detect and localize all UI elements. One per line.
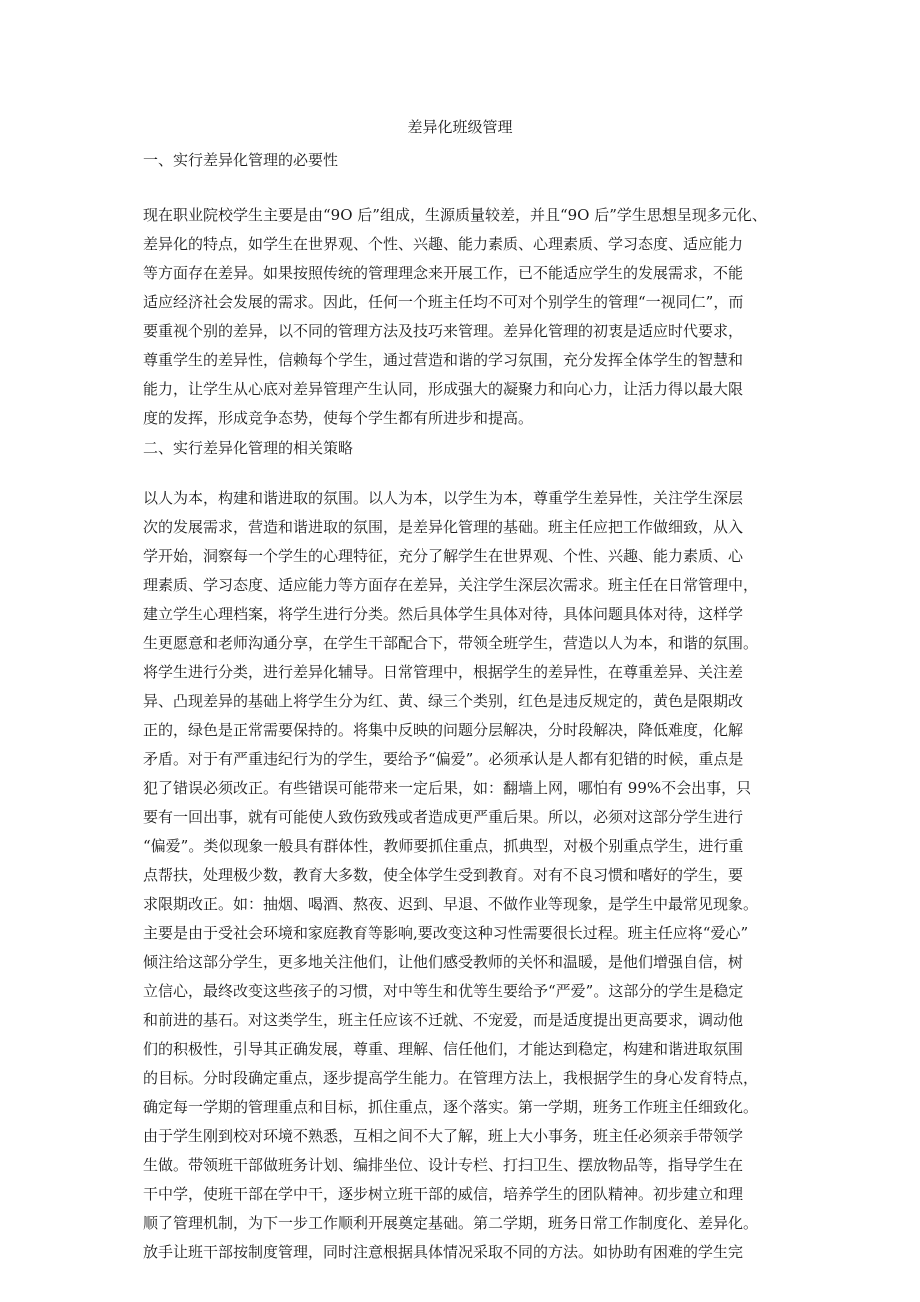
text-line: 和前进的基石。对这类学生，班主任应该不迁就、不宠爱，而是适度提出更高要求，调动他 [143,1011,744,1029]
text-line: 们的积极性，引导其正确发展，尊重、理解、信任他们，才能达到稳定，构建和谐进取氛围 [143,1040,744,1058]
text-line: 的目标。分时段确定重点，逐步提高学生能力。在管理方法上，我根据学生的身心发育特点， [143,1069,759,1087]
text-line: 能力，让学生从心底对差异管理产生认同，形成强大的凝聚力和向心力，让活力得以最大限 [143,380,744,398]
text-line: 次的发展需求，营造和谐进取的氛围，是差异化管理的基础。班主任应把工作做细致，从入 [143,518,744,536]
text-line: 点帮扶，处理极少数，教育大多数，使全体学生受到教育。对有不良习惯和嗜好的学生，要 [143,866,744,884]
document-title: 差异化班级管理 [407,118,513,136]
text-line: 等方面存在差异。如果按照传统的管理理念来开展工作，已不能适应学生的发展需求，不能 [143,264,744,282]
text-line: 犯了错误必须改正。有些错误可能带来一定后果，如：翻墙上网，哪怕有 99%不会出事，只 [143,779,752,797]
text-line: 生做。带领班干部做班务计划、编排坐位、设计专栏、打扫卫生、摆放物品等，指导学生在 [143,1156,744,1174]
paragraph-necessity [143,201,783,433]
text-line: 主要是由于受社会环境和家庭教育等影响,要改变这种习性需要很长过程。班主任应将“爱心” [143,924,749,942]
text-line: 异、凸现差异的基础上将学生分为红、黄、绿三个类别，红色是违反规定的，黄色是限期改 [143,692,744,710]
text-line: 理素质、学习态度、适应能力等方面存在差异，关注学生深层次需求。班主任在日常管理中， [143,576,759,594]
text-line: 将学生进行分类，进行差异化辅导。日常管理中，根据学生的差异性，在尊重差异、关注差 [143,663,744,681]
text-line: 度的发挥，形成竞争态势，使每个学生都有所进步和提高。 [143,409,534,427]
text-line: 矛盾。对于有严重违纪行为的学生，要给予“偏爱”。必须承认是人都有犯错的时候，重点是 [143,750,744,768]
paragraph-strategies [143,484,783,1267]
text-line: 建立学生心理档案，将学生进行分类。然后具体学生具体对待，具体问题具体对待，这样学 [143,605,744,623]
text-line: “偏爱”。类似现象一般具有群体性，教师要抓住重点，抓典型，对极个别重点学生，进行重 [143,837,744,855]
text-line: 以人为本，构建和谐进取的氛围。以人为本，以学生为本，尊重学生差异性，关注学生深层 [143,489,744,507]
text-line: 正的，绿色是正常需要保持的。将集中反映的问题分层解决，分时段解决，降低难度，化解 [143,721,744,739]
text-line: 确定每一学期的管理重点和目标，抓住重点，逐个落实。第一学期，班务工作班主任细致化。 [143,1098,759,1116]
text-line: 干中学，使班干部在学中干，逐步树立班干部的威信，培养学生的团队精神。初步建立和理 [143,1185,744,1203]
text-line: 生更愿意和老师沟通分享，在学生干部配合下，带领全班学生，营造以人为本，和谐的氛围。 [143,634,759,652]
text-line: 差异化的特点，如学生在世界观、个性、兴趣、能力素质、心理素质、学习态度、适应能力 [143,235,744,253]
text-line: 要有一回出事，就有可能使人致伤致残或者造成更严重后果。所以，必须对这部分学生进行 [143,808,744,826]
text-line: 顺了管理机制，为下一步工作顺利开展奠定基础。第二学期，班务日常工作制度化、差异化。 [143,1214,759,1232]
text-line: 尊重学生的差异性，信赖每个学生，通过营造和谐的学习氛围，充分发挥全体学生的智慧和 [143,351,744,369]
text-line: 倾注给这部分学生，更多地关注他们，让他们感受教师的关怀和温暖，是他们增强自信，树 [143,953,744,971]
text-line: 放手让班干部按制度管理，同时注意根据具体情况采取不同的方法。如协助有困难的学生完 [143,1243,744,1261]
text-line: 立信心，最终改变这些孩子的习惯，对中等生和优等生要给予“严爱”。这部分的学生是稳定 [143,982,744,1000]
section-heading-necessity: 一、实行差异化管理的必要性 [143,151,339,169]
text-line: 学开始，洞察每一个学生的心理特征，充分了解学生在世界观、个性、兴趣、能力素质、心 [143,547,744,565]
text-line: 现在职业院校学生主要是由“9O 后”组成，生源质量较差，并且“9O 后”学生思想呈现多元化、 [143,206,767,224]
text-line: 求限期改正。如：抽烟、喝酒、熬夜、迟到、早退、不做作业等现象，是学生中最常见现象。 [143,895,759,913]
section-heading-strategies: 二、实行差异化管理的相关策略 [143,439,354,457]
text-line: 适应经济社会发展的需求。因此，任何一个班主任均不可对个别学生的管理“一视同仁”，而 [143,293,744,311]
text-line: 由于学生刚到校对环境不熟悉，互相之间不大了解，班上大小事务，班主任必须亲手带领学 [143,1127,744,1145]
text-line: 要重视个别的差异，以不同的管理方法及技巧来管理。差异化管理的初衷是适应时代要求， [143,322,744,340]
